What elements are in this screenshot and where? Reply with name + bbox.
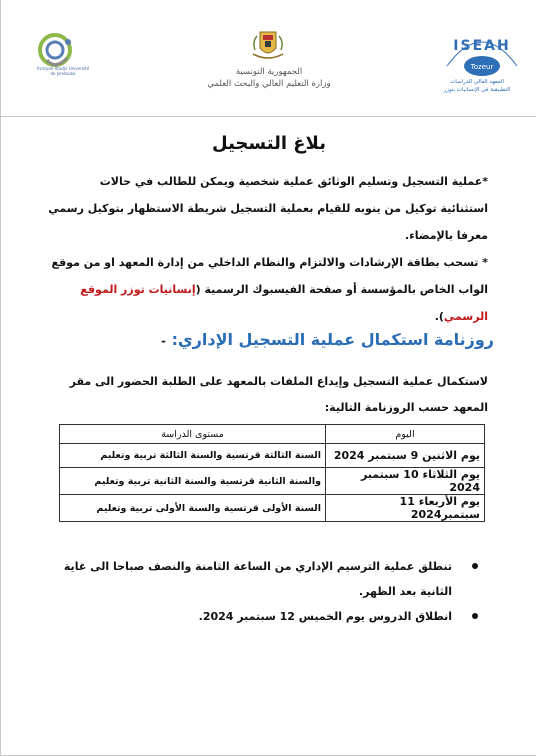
bullet-icon <box>472 613 478 619</box>
paragraph-registration-line-3: معرفا بالإمضاء. <box>404 229 488 242</box>
row-day: يوم الثلاثاء 10 سبتمبر 2024 <box>326 468 485 495</box>
schedule-intro-line-1: لاستكمال عملية التسجيل وإيداع الملفات بالمعهد على الطلبة الحضور الى مقر <box>69 375 488 388</box>
institute-logo-text: ISEAH <box>453 38 511 54</box>
official-site-link-part-2[interactable]: الرسمي <box>443 310 488 323</box>
table-row <box>60 468 485 495</box>
paragraph-card-text: الواب الخاص بالمؤسسة أو صفحة الفيسبوك الرسمية ( <box>195 283 488 296</box>
row-level: والسنة الثانية قرتسية والسنة الثانية تربية وتعليم <box>60 468 326 495</box>
institute-logo <box>439 26 525 86</box>
institute-caption-line-1: المعهد العالي للدراسات <box>450 79 504 85</box>
schedule-table <box>59 424 485 522</box>
institute-logo-caption <box>429 78 525 94</box>
paragraph-card <box>48 249 488 330</box>
university-logo-caption: Aziziyah Atadjir Université de Jendouba <box>36 66 90 76</box>
official-site-link-part-1[interactable]: إنسانيات توزر الموقع <box>80 283 196 296</box>
ministry-line-2: وزارة التعليم العالي والبحث العلمي <box>207 79 331 89</box>
note-2: انطلاق الدروس يوم الخميس 12 سبتمبر 2024. <box>198 610 452 623</box>
row-level: السنة الثالثة قرتسية والسنة الثالثة تربية وتعليم <box>60 444 326 468</box>
note-1-line-2: الثانية بعد الظهر. <box>358 585 452 598</box>
table-header-row <box>60 425 485 444</box>
ministry-line-1: الجمهورية التونسية <box>235 67 303 77</box>
row-level: السنة الأولى قرتسية والسنة الأولى تربية وتعليم <box>60 495 326 522</box>
paragraph-registration-line-2: استثنائية توكيل من ينوبه للقيام بعملية التسجيل شريطة الاستظهار بتوكيل رسمي <box>48 202 488 215</box>
schedule-intro <box>48 369 488 421</box>
schedule-heading-text: روزنامة استكمال عملية التسجيل الإداري: <box>171 330 494 349</box>
table-row <box>60 495 485 522</box>
paragraph-card-closing: ). <box>434 310 444 323</box>
header-level: مستوى الدراسة <box>60 425 326 444</box>
note-1-line-1: تنطلق عملية الترسيم الإداري من الساعة الثامنة والنصف صباحا الى غاية <box>63 560 452 573</box>
row-day: يوم الأربعاء 11 سبتمبر2024 <box>326 495 485 522</box>
bullet-icon <box>472 563 478 569</box>
paragraph-card-line-2 <box>48 276 488 303</box>
paragraph-card-line-1: * تسحب بطاقة الإرشادات والالتزام والنظام الداخلي من إدارة المعهد او من موقع <box>51 256 488 269</box>
header-divider <box>1 116 536 117</box>
document-title: بلاغ التسجيل <box>212 133 326 154</box>
paragraph-card-line-3 <box>48 303 488 330</box>
ministry-block <box>169 66 369 90</box>
paragraph-registration-line-1: *عملية التسجيل وتسليم الوثائق عملية شخصية ويمكن للطالب في حالات <box>99 175 488 188</box>
schedule-heading <box>34 330 494 349</box>
tunisia-emblem <box>243 28 293 64</box>
schedule-intro-line-2: المعهد حسب الروزنامة التالية: <box>324 401 488 414</box>
institute-logo-sub: Tozeur <box>470 63 494 71</box>
list-item <box>58 554 478 604</box>
notes-list <box>58 554 478 629</box>
letterhead <box>1 0 536 118</box>
header-day: اليوم <box>326 425 485 444</box>
list-item <box>58 604 478 629</box>
row-day: يوم الاثنين 9 سبتمبر 2024 <box>326 444 485 468</box>
schedule-heading-dash: - <box>161 334 167 348</box>
table-row <box>60 444 485 468</box>
institute-caption-line-2: التطبيقية في الإنسانيات بتوزر <box>443 87 511 93</box>
paragraph-registration <box>48 168 488 249</box>
